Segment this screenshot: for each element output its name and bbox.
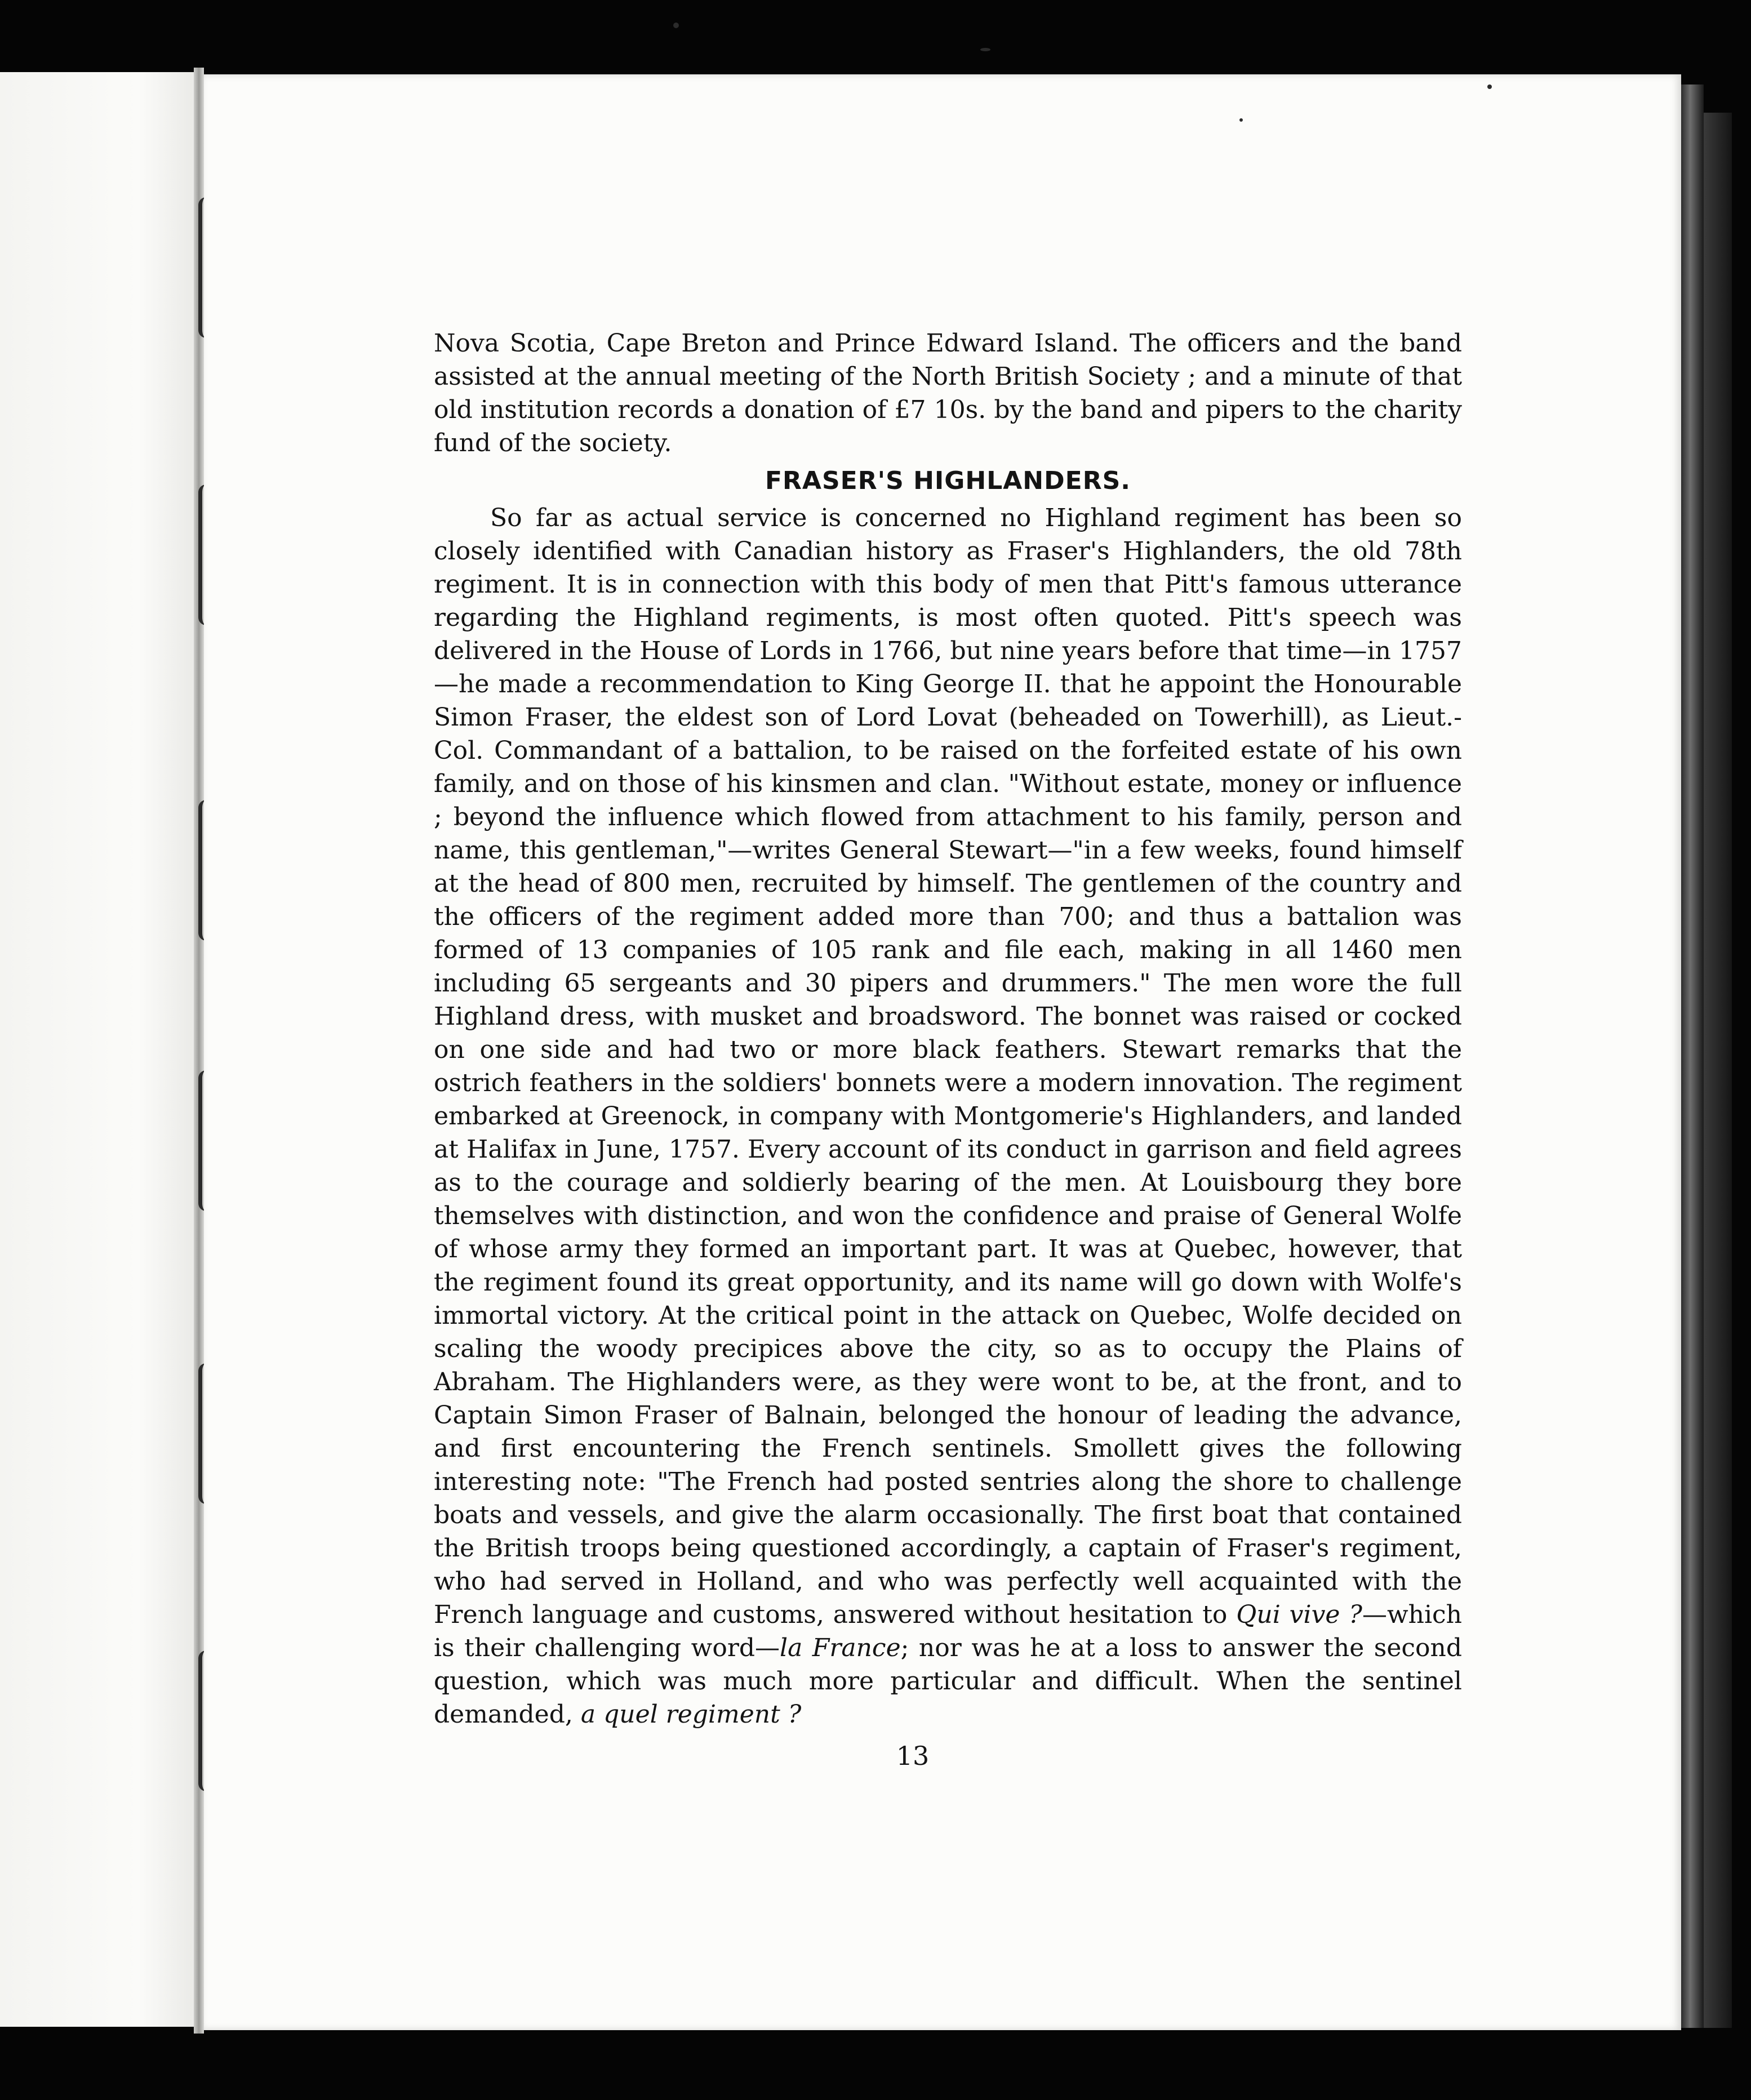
body-text: —which is their challenging word—	[434, 1600, 1462, 1662]
dust-speck	[673, 23, 679, 28]
italic-phrase: la France	[780, 1634, 901, 1662]
page-number: 13	[896, 1741, 930, 1771]
page-text	[434, 327, 1462, 1731]
dust-speck	[980, 48, 990, 51]
intro-paragraph: Nova Scotia, Cape Breton and Prince Edward Island. The officers and the band assisted at the annual meeting of the North British Society ; and a minute of that old institution records a donation of £7 10s. by the band and pipers to the charity fund of the society.	[434, 329, 1462, 457]
italic-phrase: Qui vive ?	[1236, 1600, 1362, 1629]
page-edge	[1681, 84, 1704, 2028]
cover-edge	[1704, 113, 1732, 2028]
body-paragraph	[434, 501, 1462, 1731]
dust-speck	[1239, 118, 1243, 122]
dust-speck	[1487, 84, 1492, 89]
body-text: So far as actual service is concerned no Highland regiment has been so closely identified with Canadian history as Fraser's Highlanders, the old 78th regiment. It is in connection with this body of men that Pitt's famous utterance regarding the Highland regiments, is most often quoted. Pitt's speech was delivered in the House of Lords in 1766, but nine years before that time—in 1757—he made a recommendation to King George II. that he appoint the Honourable Simon Fraser, the eldest son of Lord Lovat (beheaded on Towerhill), as Lieut.-Col. Commandant of a battalion, to be raised on the forfeited estate of his own family, and on those of his kinsmen and clan. "Without estate, money or influence ; beyond the influence which flowed from attachment to his family, person and name, this gentleman,"—writes General Stewart—"in a few weeks, found himself at the head of 800 men, recruited by himself. The gentlemen of the country and the officers of the regiment added more than 700; and thus a battalion was formed of 13 companies of 105 rank and file each, making in all 1460 men including 65 sergeants and 30 pipers and drummers." The men wore the full Highland dress, with musket and broadsword. The bonnet was raised or cocked on one side and had two or more black feathers. Stewart remarks that the ostrich feathers in the soldiers' bonnets were a modern innovation. The regiment embarked at Greenock, in company with Montgomerie's Highlanders, and landed at Halifax in June, 1757. Every account of its conduct in garrison and field agrees as to the courage and soldierly bearing of the men. At Louisbourg they bore themselves with distinction, and won the confidence and praise of General Wolfe of whose army they formed an important part. It was at Quebec, however, that the regiment found its great opportunity, and its name will go down with Wolfe's immortal victory. At the critical point in the attack on Quebec, Wolfe decided on scaling the woody precipices above the city, so as to occupy the Plains of Abraham. The Highlanders were, as they were wont to be, at the front, and to Captain Simon Fraser of Balnain, belonged the honour of leading the advance, and first encountering the French sentinels. Smollett gives the following interesting note: "The French had posted sentries along the shore to challenge boats and vessels, and give the alarm occasionally. The first boat that contained the British troops being questioned accordingly, a captain of Fraser's regiment, who had served in Holland, and who was perfectly well acquainted with the French language and customs, answered without hesitation to	[434, 504, 1462, 1629]
italic-phrase: a quel regiment ?	[580, 1700, 802, 1729]
left-page	[0, 72, 198, 2027]
body-text: ; nor was he at a loss to answer the second question, which was much more particular and difficult. When the sentinel demanded,	[434, 1634, 1463, 1729]
section-heading: FRASER'S HIGHLANDERS.	[765, 466, 1131, 495]
